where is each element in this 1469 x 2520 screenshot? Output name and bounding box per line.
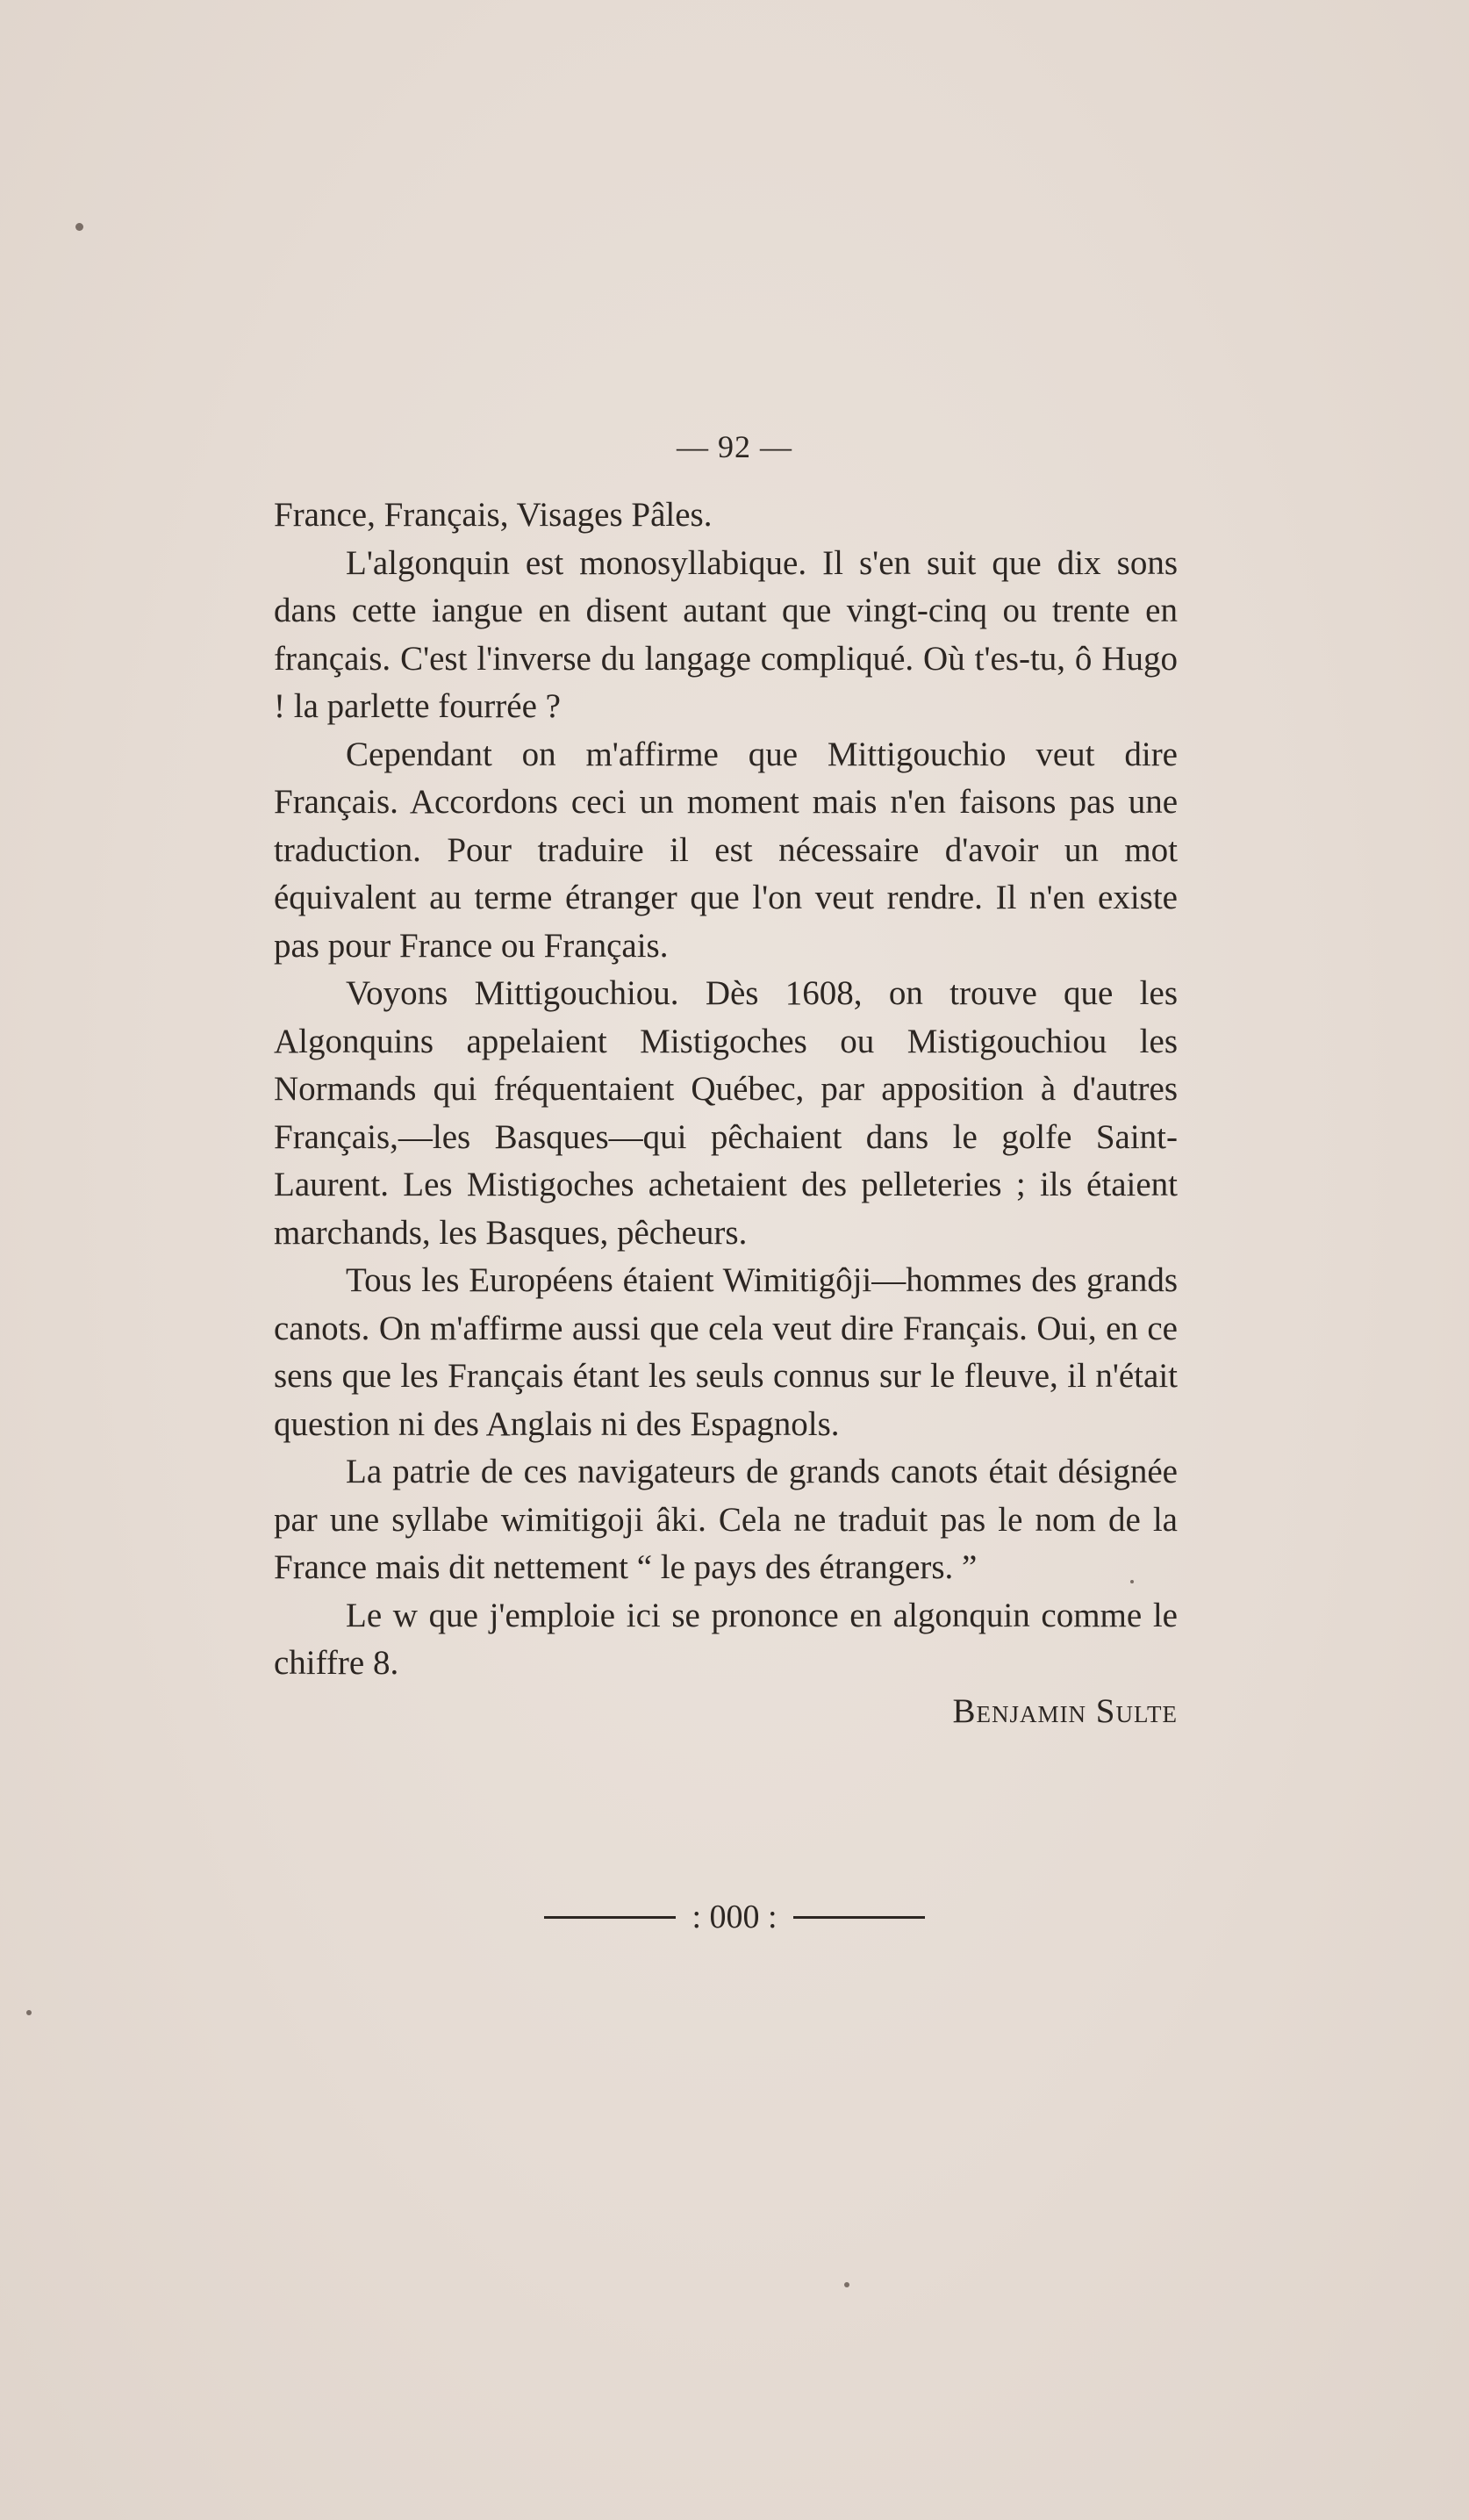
paragraph: Le w que j'emploie ici se prononce en algonquin comme le chiffre 8.	[274, 1596, 1178, 1682]
page-number: — 92 —	[677, 429, 792, 464]
paragraph: La patrie de ces navigateurs de grands canots était désignée par une syllabe wimitigoji âki. Cela ne traduit pas le nom de la France mais dit nettement “ le pays des étrangers. ”	[274, 1453, 1178, 1586]
body-text	[274, 492, 1178, 1735]
paper-speck	[1130, 1580, 1134, 1583]
paragraph: Voyons Mittigouchiou. Dès 1608, on trouve que les Algonquins appelaient Mistigoches ou Mistigouchiou les Normands qui fréquentaient Québec, par apposition à d'autres Français,—les Basques—qui pêchaient dans le golfe Saint-Laurent. Les Mistigoches achetaient des pelleteries ; ils étaient marchands, les Basques, pêcheurs.	[274, 974, 1178, 1252]
paper-speck	[26, 2010, 32, 2015]
paragraph: L'algonquin est monosyllabique. Il s'en suit que dix sons dans cette iangue en disent autant que vingt-cinq ou trente en français. C'est l'inverse du langage compliqué. Où t'es-tu, ô Hugo ! la parlette fourrée ?	[274, 543, 1178, 725]
separator-ornament: : 000 :	[692, 1899, 777, 1935]
separator-rule-left	[544, 1916, 676, 1919]
paragraph: France, Français, Visages Pâles.	[274, 496, 713, 534]
paper-speck	[75, 223, 83, 231]
section-separator	[0, 1898, 1469, 1936]
paragraph: Tous les Européens étaient Wimitigôji—hommes des grands canots. On m'affirme aussi que cela veut dire Français. Oui, en ce sens que les Français étant les seuls connus sur le fleuve, il n'était question ni des Anglais ni des Espagnols.	[274, 1261, 1178, 1443]
paragraph: Cependant on m'affirme que Mittigouchio veut dire Français. Accordons ceci un moment mais n'en faisons pas une traduction. Pour traduire il est nécessaire d'avoir un mot équivalent au terme étranger que l'on veut rendre. Il n'en existe pas pour France ou Français.	[274, 735, 1178, 965]
separator-rule-right	[793, 1916, 925, 1919]
paper-speck	[844, 2282, 849, 2287]
author-signature: Benjamin Sulte	[952, 1691, 1178, 1730]
